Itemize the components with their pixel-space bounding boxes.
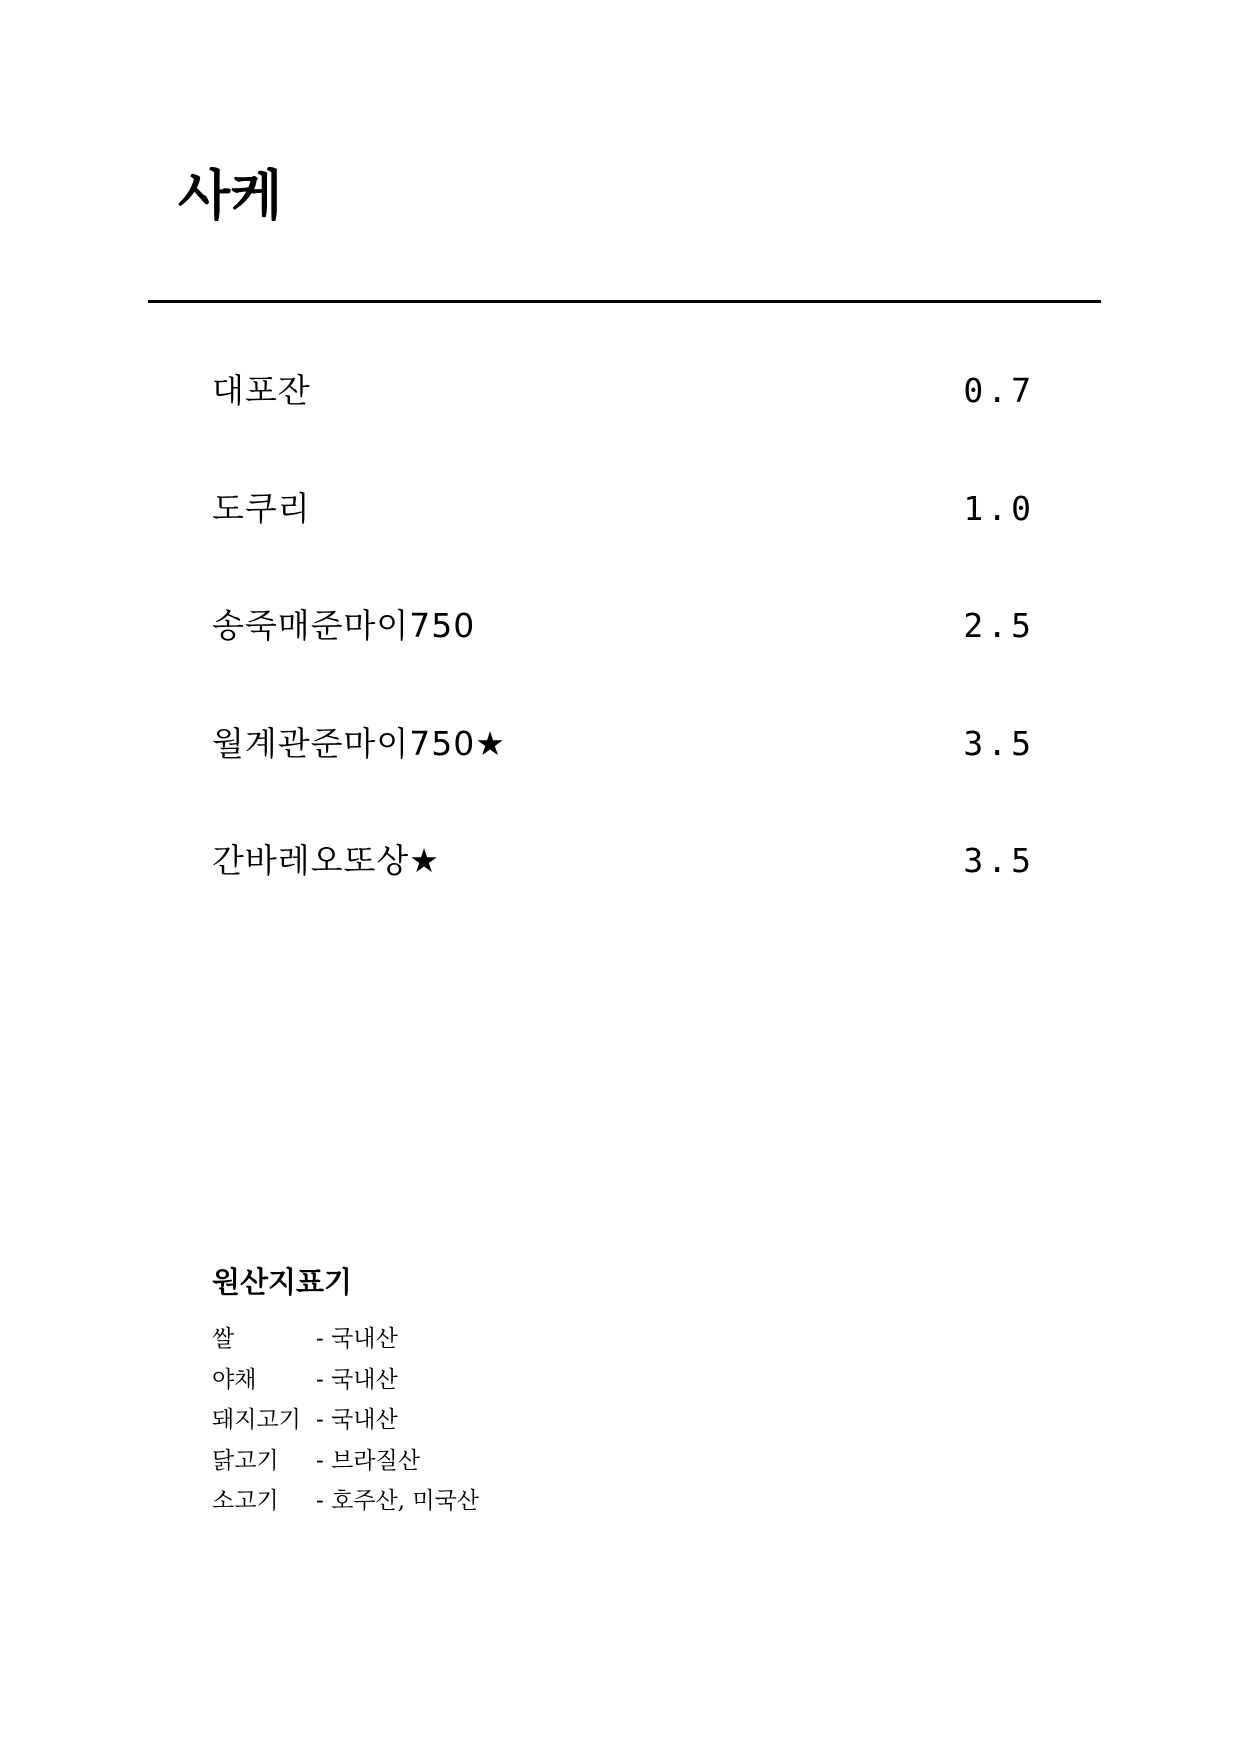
origin-row	[212, 1360, 479, 1401]
menu-item-name: 월계관준마이750★	[212, 723, 506, 763]
origin-row	[212, 1319, 479, 1360]
menu-item-price: 0.7	[963, 371, 1035, 410]
origin-source: - 국내산	[316, 1326, 398, 1352]
origin-title: 원산지표기	[212, 1265, 353, 1299]
origin-row	[212, 1400, 479, 1441]
origin-source: - 국내산	[316, 1366, 398, 1393]
menu-item	[212, 370, 1035, 488]
origin-row	[212, 1481, 479, 1522]
origin-row	[212, 1441, 479, 1482]
origin-source: - 호주산, 미국산	[316, 1488, 480, 1514]
origin-item: 소고기	[212, 1488, 279, 1514]
origin-list	[212, 1319, 479, 1522]
origin-item: 쌀	[212, 1326, 235, 1352]
menu-item-price: 1.0	[963, 488, 1035, 528]
menu-item	[212, 605, 1035, 723]
title-divider	[148, 300, 1101, 303]
origin-source: - 국내산	[316, 1407, 398, 1433]
menu-item-price: 3.5	[963, 841, 1035, 880]
origin-item: 닭고기	[212, 1447, 279, 1474]
menu-item-name: 간바레오또상★	[212, 841, 440, 880]
menu-item-price: 2.5	[963, 606, 1035, 645]
page-title: 사케	[178, 163, 283, 227]
menu-item	[212, 840, 1035, 958]
origin-item: 돼지고기	[212, 1407, 301, 1433]
menu-item-name: 도쿠리	[212, 488, 311, 528]
menu-list	[212, 370, 1035, 958]
origin-source: - 브라질산	[316, 1447, 420, 1474]
menu-item-name: 대포잔	[212, 371, 311, 410]
menu-item	[212, 488, 1035, 606]
menu-item-name: 송죽매준마이750	[212, 606, 476, 645]
origin-labeling-section	[212, 1265, 480, 1522]
menu-item-price: 3.5	[963, 723, 1035, 763]
menu-item	[212, 723, 1035, 841]
origin-item: 야채	[212, 1366, 257, 1393]
